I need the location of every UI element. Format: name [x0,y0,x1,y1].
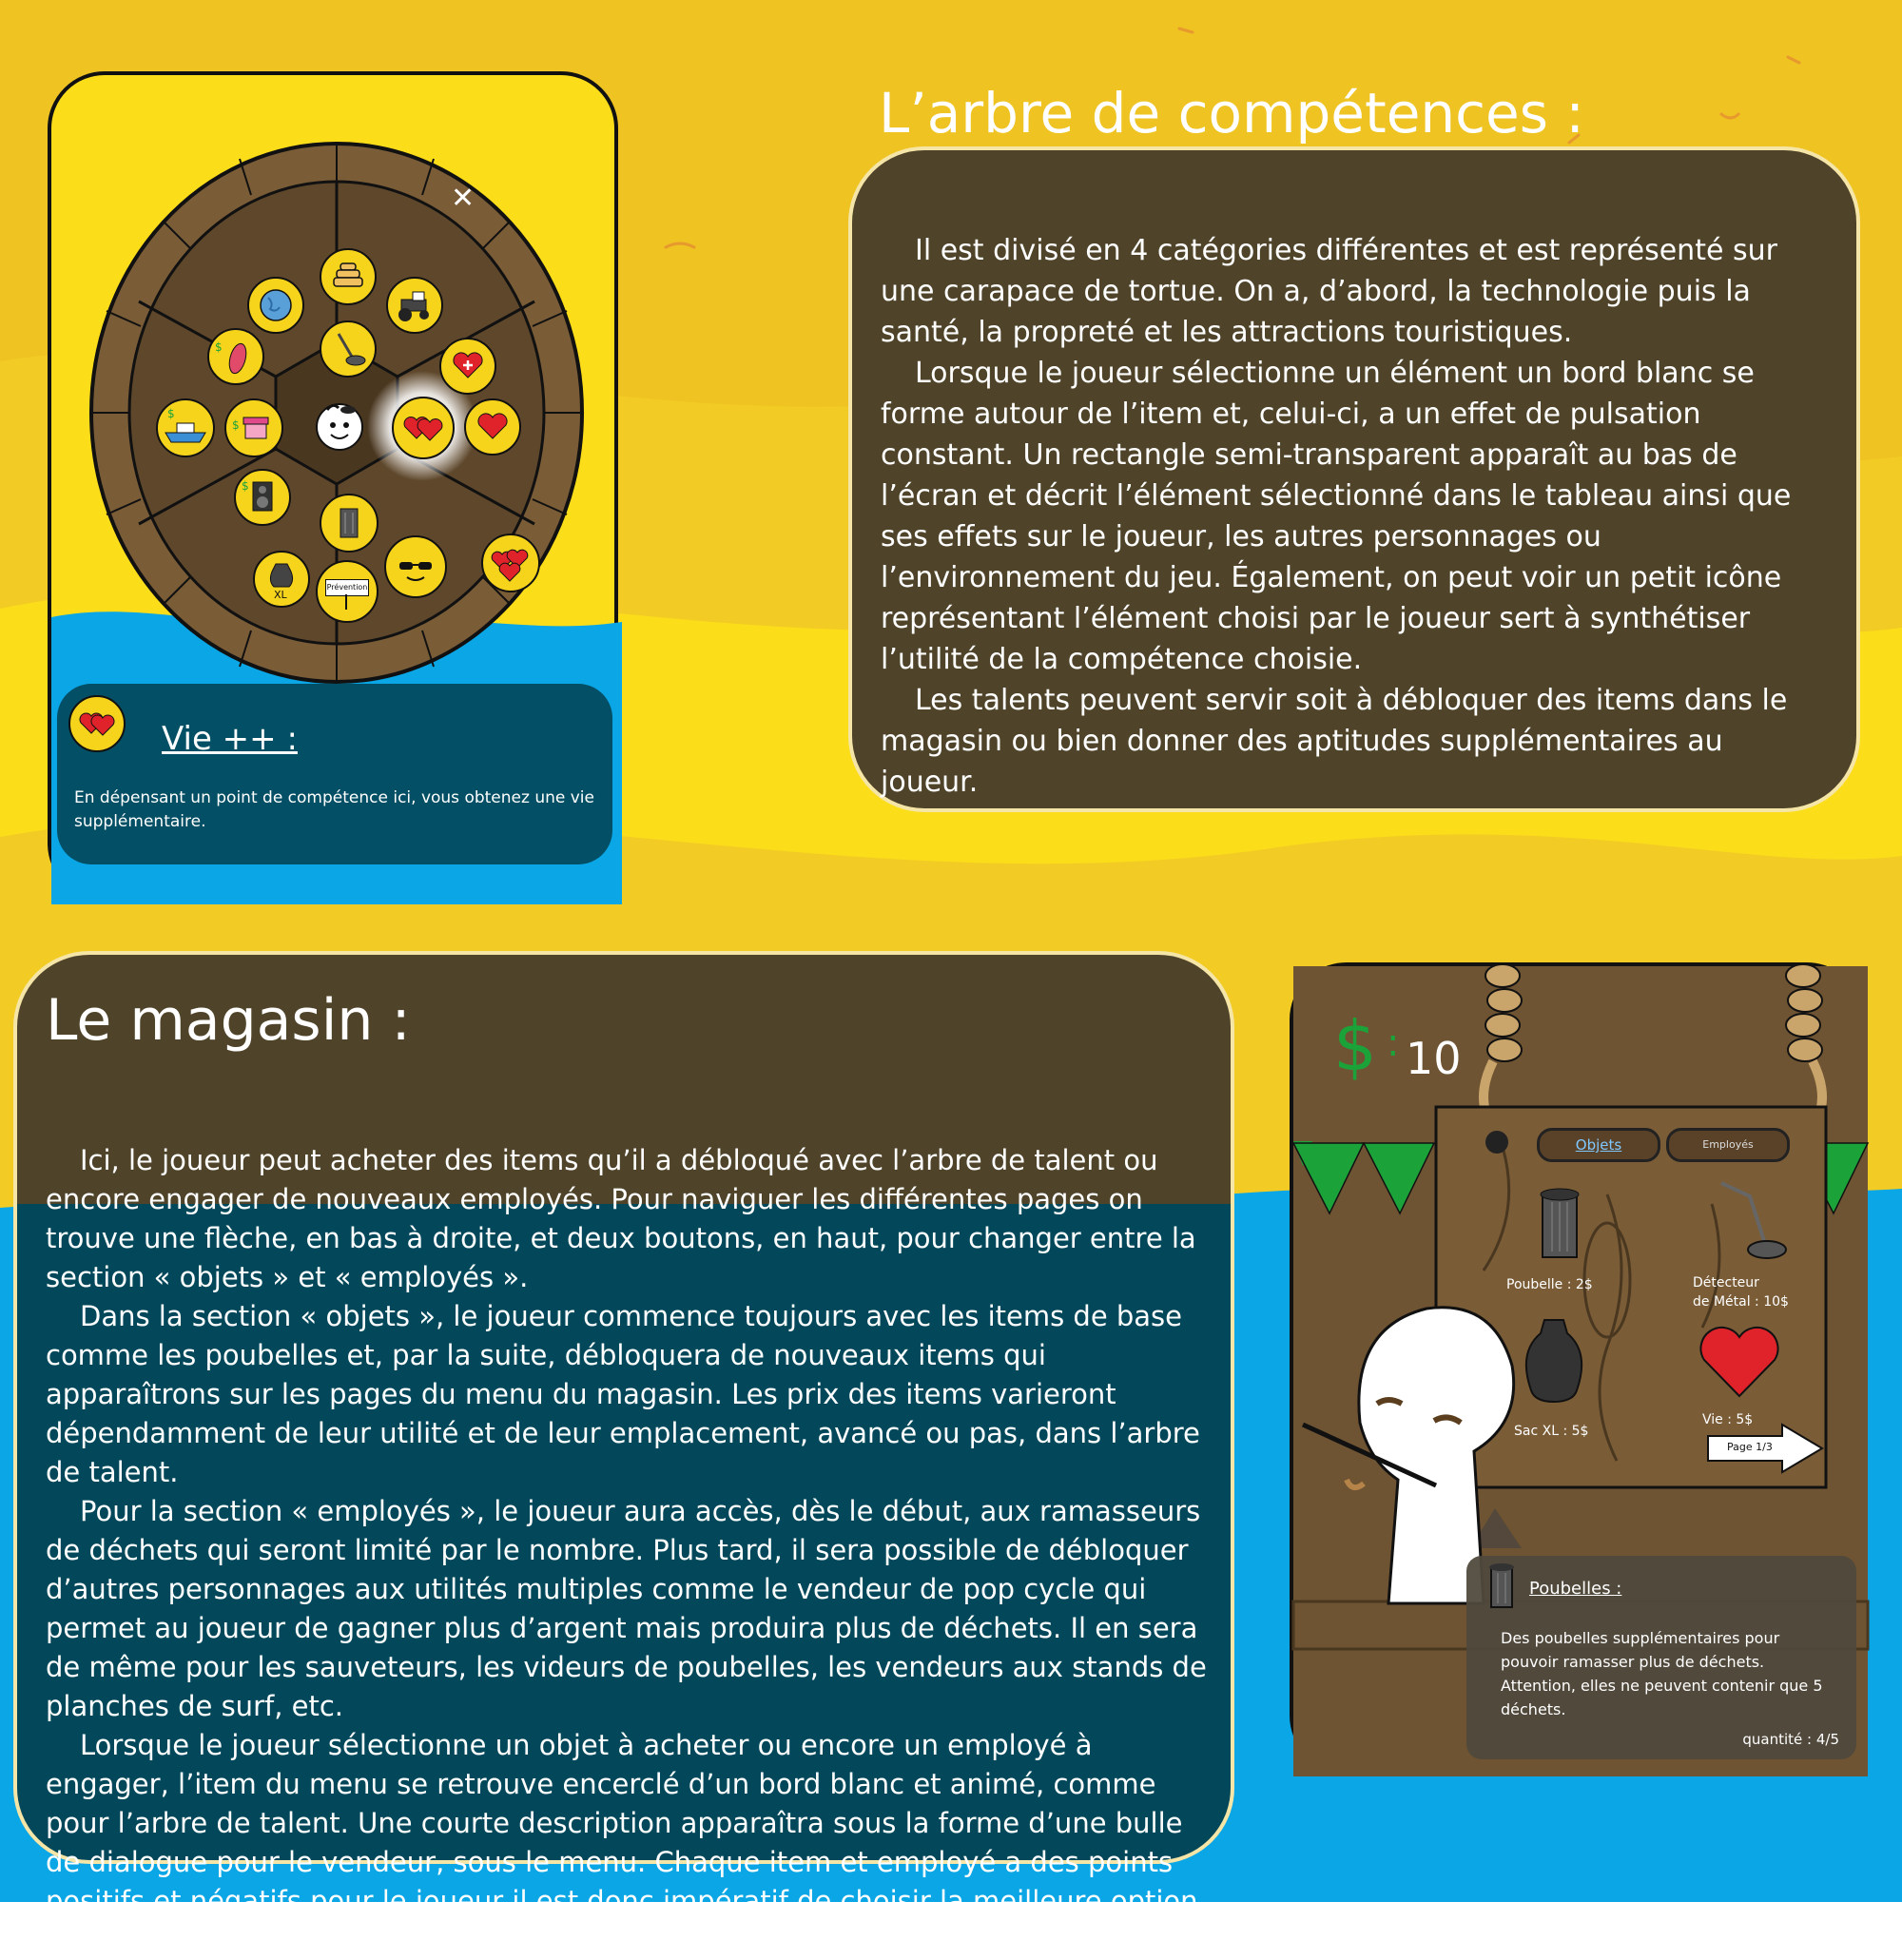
double-heart-icon[interactable] [392,397,455,459]
heart-icon[interactable] [464,398,521,456]
skill-tree-paragraph: Lorsque le joueur sélectionne un élément un bord blanc se forme autour de l’item et, celui-ci, a un effet de pulsation constant. Un rectangle semi-transparent apparaît au bas de l’écran et décrit l’élément sélectionné dans le tableau ainsi que ses effets sur le joueur, les autres personnages ou l’environnement du jeu. Également, on peut voir un petit icône représentant l’élément choisi par le joueur sert à synthétiser l’utilité de la compétence choisie. [881,357,1792,676]
triple-heart-icon[interactable] [481,534,540,592]
dollar-speaker-icon[interactable] [234,469,291,526]
trash-can-icon[interactable] [320,494,378,553]
tooltip-description: En dépensant un point de compétence ici, vous obtenez une vie supplémentaire. [74,788,594,831]
metal-detector-icon[interactable] [320,320,377,378]
shop-item-trash-can[interactable] [1506,1185,1611,1299]
shop-paragraph: Pour la section « employés », le joueur aura accès, dès le début, aux ramasseurs de déchets qui seront limité par le nombre. Plus tard, il sera possible de débloquer d’autres personnages aux utilités multiples comme le vendeur de pop cycle qui permet au joueur de gagner plus d’argent mais produira plus de déchets. Il en sera de même pour les sauveteurs, les videurs de poubelles, les vendeurs aux stands de planches de surf, etc. [46,1495,1207,1722]
svg-text:$: $ [232,418,240,432]
shop-item-label: Sac XL : 5$ [1514,1424,1589,1439]
dollar-icon: $ [1333,1006,1377,1086]
shop-title: Le magasin : [46,987,411,1054]
tooltip-title: Vie ++ : [162,720,298,758]
metal-detector-icon [1712,1174,1797,1263]
prevention-sign-icon[interactable] [316,560,378,623]
trash-can-icon [1531,1185,1588,1261]
svg-text:$: $ [242,479,249,493]
skill-tooltip [57,684,612,864]
beehive-icon[interactable] [320,248,377,305]
shop-item-metal-detector[interactable] [1693,1174,1826,1312]
shop-screen [1290,962,1864,1773]
player-face-icon[interactable] [304,389,375,459]
shop-paragraph: Dans la section « objets », le joueur commence toujours avec les items de base comme les poubelles et, par la suite, débloquera de nouveaux items qui apparaîtrons sur les pages du menu du magasin. Les prix des items varieront dépendamment de leur utilité et de leur emplacement, avancé ou pas, dans l’arbre de talent. [46,1300,1200,1488]
tab-objects-label: Objets [1575,1136,1622,1154]
prevention-label: Prévention [326,583,368,592]
bubble-quantity: quantité : 4/5 [1742,1731,1839,1748]
dollar-boat-icon[interactable] [156,398,215,457]
dollar-kiosk-icon[interactable] [224,398,283,457]
globe-icon[interactable] [247,277,304,334]
skill-tree-paragraph: Les talents peuvent servir soit à débloquer des items dans le magasin ou bien donner des aptitudes supplémentaires au joueur. [881,684,1788,799]
sunglasses-face-icon[interactable] [384,535,447,598]
dollar-surfboard-icon[interactable] [207,328,264,385]
next-page-button[interactable] [1706,1423,1824,1474]
xl-bag-icon[interactable] [253,551,310,608]
tab-objects[interactable] [1537,1128,1660,1162]
shop-item-label-line2: de Métal : 10$ [1693,1294,1789,1310]
shop-item-label-line1: Détecteur [1693,1275,1759,1290]
skill-tree-text-panel [848,146,1860,812]
svg-text:$: $ [167,407,175,420]
shop-item-label: Vie : 5$ [1702,1412,1754,1427]
shop-item-label: Poubelle : 2$ [1506,1277,1593,1292]
trash-can-icon [1485,1562,1518,1611]
tractor-icon[interactable] [386,277,443,334]
shop-paragraph: Lorsque le joueur sélectionne un objet à acheter ou encore un employé à engager, l’item du menu se retrouve encerclé d’un bord blanc et animé, comme pour l’arbre de talent. Une courte description apparaîtra sous la forme d’une bulle de dialogue pour le vendeur, sous le menu. Chaque item et employé a des points positifs et négatifs pour le joueur il est donc impératif de choisir la meilleure option selon la situation de sa plage. [46,1729,1198,1956]
skill-tree-title: L’arbre de compétences : [879,81,1584,146]
shop-item-heart[interactable] [1697,1324,1801,1434]
garbage-bag-icon [1516,1312,1592,1407]
money-separator: : [1387,1021,1400,1065]
shop-text-panel [13,951,1234,1956]
heart-icon [1697,1324,1782,1400]
shop-paragraph: Ici, le joueur peut acheter des items qu’il a débloqué avec l’arbre de talent ou encore engager de nouveaux employés. Pour naviguer les différentes pages on trouve une flèche, en bas à droite, et deux boutons, en haut, pour changer entre la section « objets » et « employés ». [46,1144,1196,1293]
heart-plus-icon[interactable] [439,338,496,395]
skill-tree-screen [48,71,618,901]
bubble-description: Des poubelles supplémentaires pour pouvoir ramasser plus de déchets. Attention, elles ne peuvent contenir que 5 déchets. [1501,1629,1823,1718]
tooltip-double-heart-icon [68,695,126,752]
tab-employees[interactable] [1666,1128,1790,1162]
tab-employees-label: Employés [1702,1138,1754,1151]
skill-tree-paragraph: Il est divisé en 4 catégories différentes et est représenté sur une carapace de tortue. On a, d’abord, la technologie puis la santé, la propreté et les attractions touristiques. [881,234,1777,349]
close-icon[interactable]: ✕ [451,182,476,215]
shop-item-garbage-bag[interactable] [1499,1312,1613,1446]
page-label: Page 1/3 [1727,1441,1773,1453]
bubble-title: Poubelles : [1529,1579,1622,1599]
money-amount: 10 [1406,1033,1462,1084]
xl-label: XL [274,589,287,601]
svg-text:$: $ [215,340,223,354]
item-description-bubble [1466,1556,1856,1759]
